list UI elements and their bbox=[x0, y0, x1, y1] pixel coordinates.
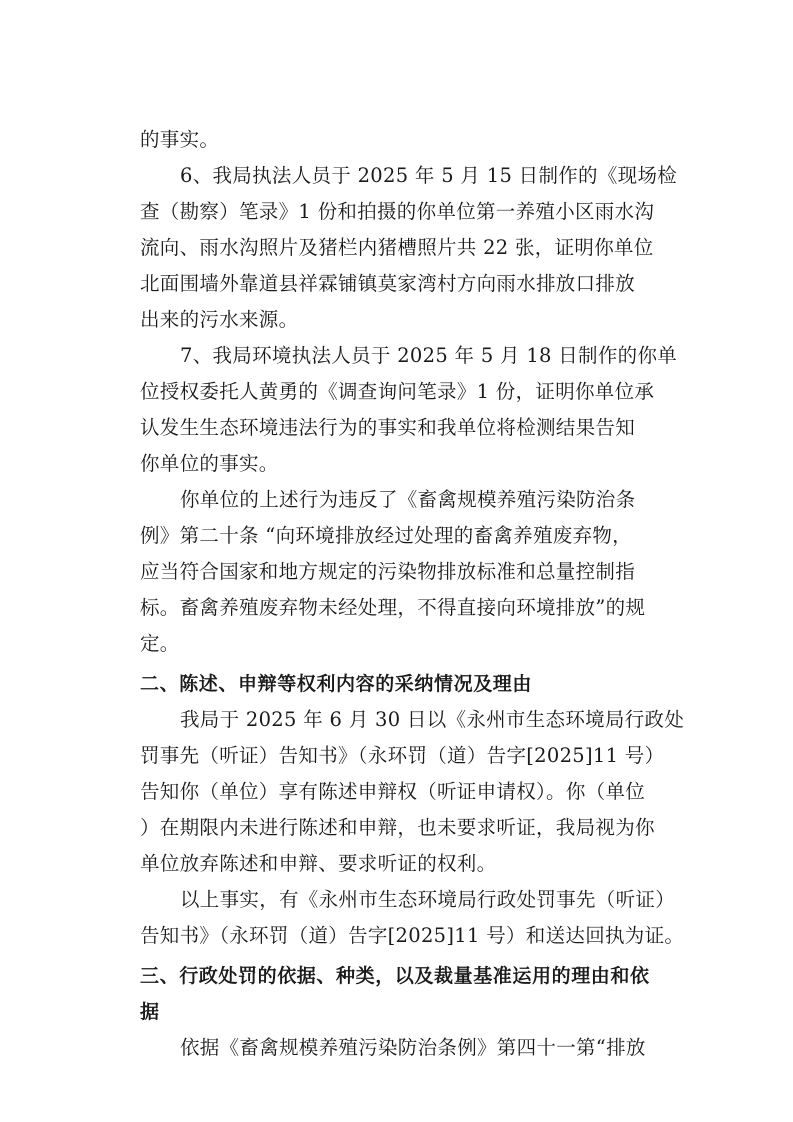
section-heading bbox=[140, 958, 660, 1030]
text-line: 7、我局环境执法人员于 2025 年 5 月 18 日制作的你单 bbox=[180, 344, 678, 367]
document-body bbox=[140, 122, 685, 1066]
body-paragraph bbox=[140, 338, 678, 482]
text-line: 的事实。 bbox=[140, 128, 220, 151]
text-line: 你单位的上述行为违反了《畜禽规模养殖污染防治条 bbox=[180, 488, 636, 511]
body-paragraph bbox=[140, 702, 685, 882]
text-line: 出来的污水来源。 bbox=[140, 308, 299, 331]
text-line: 你单位的事实。 bbox=[140, 452, 279, 475]
heading-line: 据 bbox=[140, 1001, 160, 1023]
text-line: 位授权委托人黄勇的《调查询问笔录》1 份，证明你单位承 bbox=[140, 380, 655, 403]
text-line: 以上事实，有《永州市生态环境局行政处罚事先（听证） bbox=[180, 888, 676, 911]
body-paragraph bbox=[140, 122, 660, 158]
text-line: ）在期限内未进行陈述和申辩，也未要求听证，我局视为你 bbox=[140, 816, 655, 839]
text-line: 罚事先（听证）告知书》（永环罚（道）告字[2025]11 号） bbox=[140, 744, 665, 767]
heading-line: 三、行政处罚的依据、种类，以及裁量基准运用的理由和依 bbox=[140, 965, 650, 987]
text-line: 流向、雨水沟照片及猪栏内猪槽照片共 22 张，证明你单位 bbox=[140, 236, 654, 259]
text-line: 告知你（单位）享有陈述申辩权（听证申请权）。你（单位 bbox=[140, 780, 646, 803]
text-line: 认发生生态环境违法行为的事实和我单位将检测结果告知 bbox=[140, 416, 636, 439]
text-line: 应当符合国家和地方规定的污染物排放标准和总量控制指 bbox=[140, 560, 636, 583]
text-line: 查（勘察）笔录》1 份和拍摄的你单位第一养殖小区雨水沟 bbox=[140, 200, 655, 223]
body-paragraph bbox=[140, 482, 660, 662]
section-heading bbox=[140, 666, 660, 702]
text-line: 例》第二十条 “向环境排放经过处理的畜禽养殖废弃物， bbox=[140, 524, 632, 547]
text-line: 单位放弃陈述和申辩、要求听证的权利。 bbox=[140, 852, 497, 875]
body-paragraph bbox=[140, 1030, 660, 1066]
body-paragraph bbox=[140, 882, 685, 954]
text-line: 依据《畜禽规模养殖污染防治条例》第四十一第“排放 bbox=[180, 1036, 646, 1059]
text-line: 6、我局执法人员于 2025 年 5 月 15 日制作的《现场检 bbox=[180, 164, 678, 187]
body-paragraph bbox=[140, 158, 678, 338]
text-line: 定。 bbox=[140, 632, 180, 655]
text-line: 标。畜禽养殖废弃物未经处理，不得直接向环境排放”的规 bbox=[140, 596, 646, 619]
heading-line: 二、陈述、申辩等权利内容的采纳情况及理由 bbox=[140, 673, 533, 695]
text-line: 北面围墙外靠道县祥霖铺镇莫家湾村方向雨水排放口排放 bbox=[140, 272, 636, 295]
text-line: 我局于 2025 年 6 月 30 日以《永州市生态环境局行政处 bbox=[180, 708, 685, 731]
text-line: 告知书》（永环罚（道）告字[2025]11 号）和送达回执为证。 bbox=[140, 924, 685, 947]
